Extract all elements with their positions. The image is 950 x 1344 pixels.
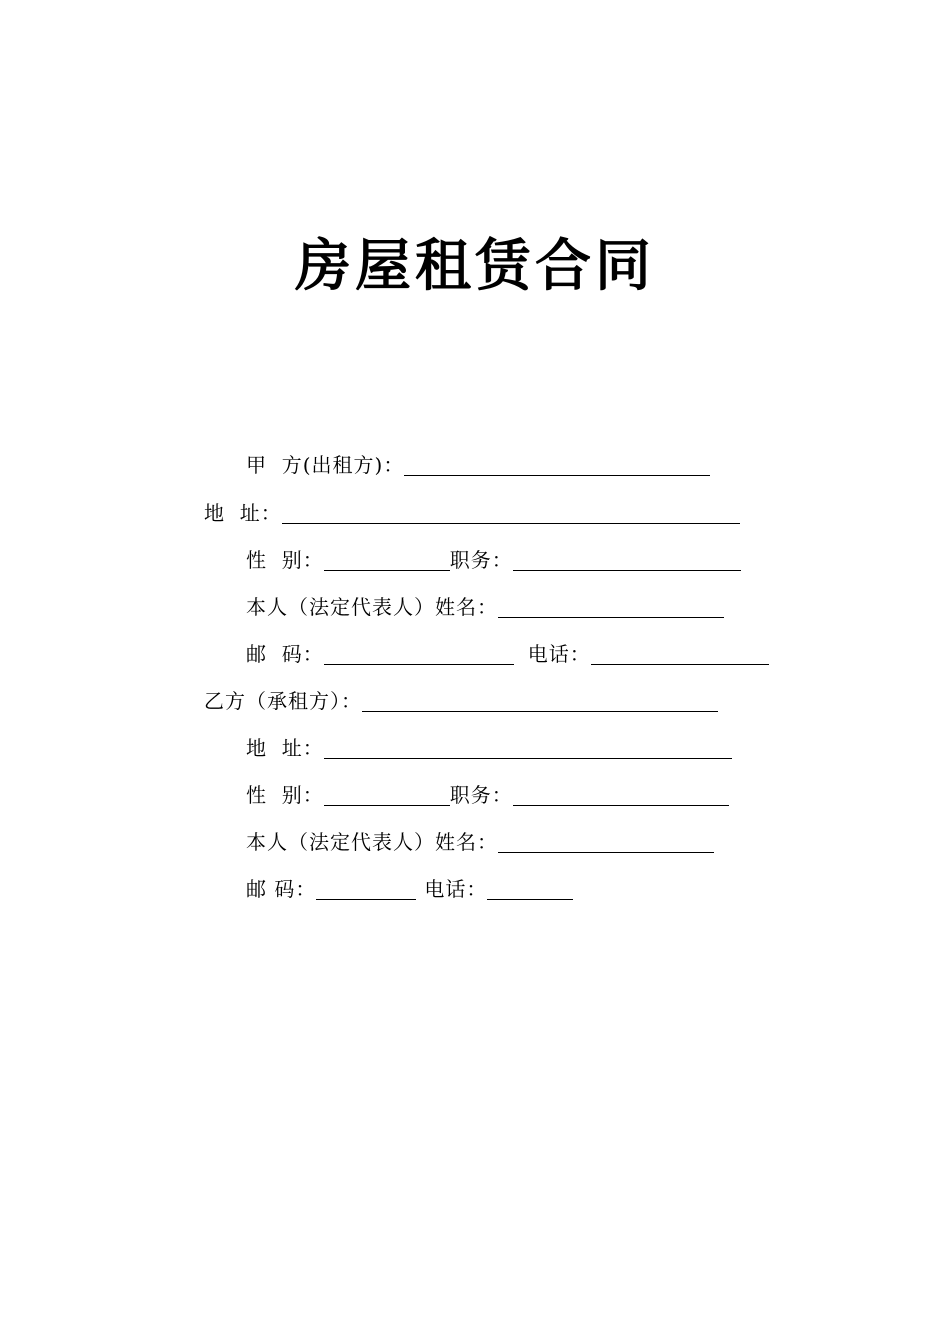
party-a-address-blank[interactable] xyxy=(282,503,740,524)
document-title: 房屋租赁合同 xyxy=(295,233,655,299)
party-b-postcode-blank[interactable] xyxy=(316,879,416,900)
party-b-address-blank[interactable] xyxy=(324,738,732,759)
party-b-heading-label: 乙方（承租方）： xyxy=(204,689,362,713)
party-a-gender-label: 性 别： xyxy=(246,548,324,572)
party-a-representative-row xyxy=(246,590,724,620)
party-a-heading-row xyxy=(246,448,710,478)
party-a-phone-blank[interactable] xyxy=(591,644,769,665)
party-b-position-blank[interactable] xyxy=(513,785,729,806)
party-b-contact-row xyxy=(246,872,573,902)
party-b-phone-blank[interactable] xyxy=(487,879,573,900)
party-b-representative-label: 本人（法定代表人）姓名： xyxy=(246,830,498,854)
party-b-address-label: 地 址： xyxy=(246,736,324,760)
party-a-representative-blank[interactable] xyxy=(498,597,724,618)
party-a-address-label: 地 址： xyxy=(204,501,282,525)
party-b-gender-blank[interactable] xyxy=(324,785,450,806)
party-b-gender-row xyxy=(246,778,729,808)
party-b-heading-row xyxy=(204,684,718,714)
party-a-postcode-blank[interactable] xyxy=(324,644,514,665)
party-a-phone-label: 电话： xyxy=(527,642,591,666)
party-a-name-blank[interactable] xyxy=(404,455,710,476)
party-b-name-blank[interactable] xyxy=(362,691,718,712)
party-b-postcode-label: 邮 码： xyxy=(246,877,317,901)
party-b-representative-row xyxy=(246,825,714,855)
party-a-gender-row xyxy=(246,543,741,573)
party-a-heading-label: 甲 方(出租方)： xyxy=(246,453,405,477)
party-a-gender-blank[interactable] xyxy=(324,550,450,571)
party-a-position-blank[interactable] xyxy=(513,550,741,571)
party-b-representative-blank[interactable] xyxy=(498,832,714,853)
party-a-address-row xyxy=(204,496,740,526)
party-b-phone-label: 电话： xyxy=(424,877,488,901)
party-b-gender-label: 性 别： xyxy=(246,783,324,807)
party-a-postcode-label: 邮 码： xyxy=(246,642,324,666)
party-a-representative-label: 本人（法定代表人）姓名： xyxy=(246,595,498,619)
party-b-address-row xyxy=(246,731,732,761)
party-b-position-label: 职务： xyxy=(449,783,513,807)
party-a-position-label: 职务： xyxy=(449,548,513,572)
party-a-contact-row xyxy=(246,637,769,667)
